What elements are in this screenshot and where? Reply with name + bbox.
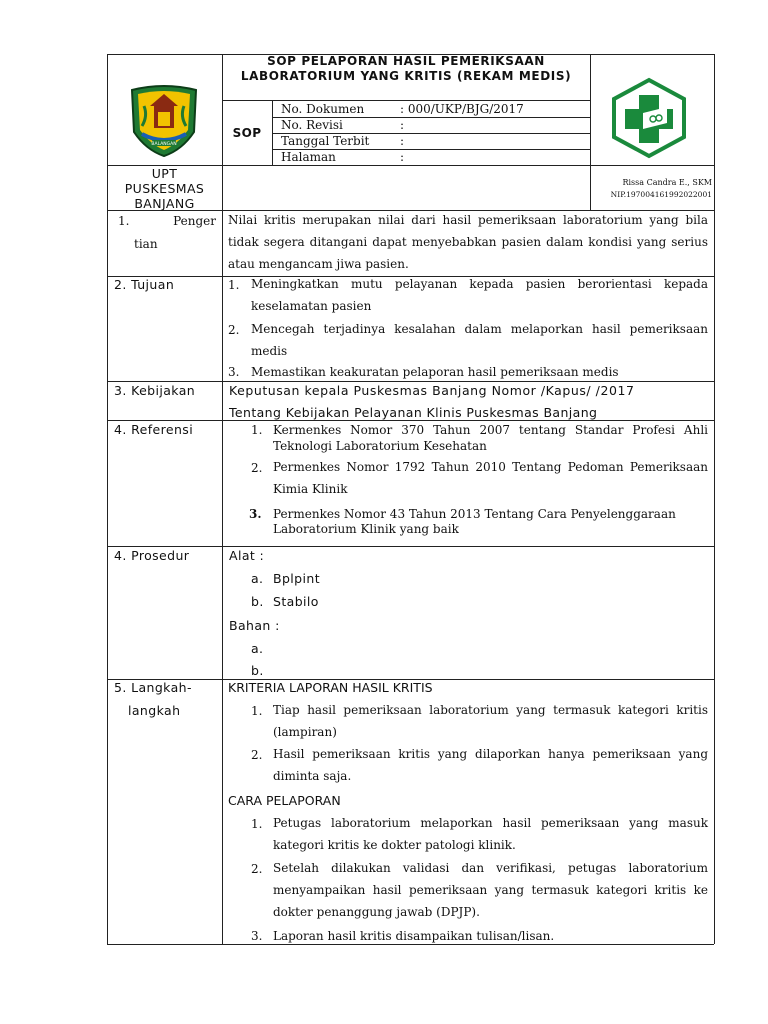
regency-emblem-icon (124, 80, 204, 160)
field-label: No. Dokumen (281, 102, 365, 116)
kriteria-heading: KRITERIA LAPORAN HASIL KRITIS (228, 680, 433, 695)
cara-heading: CARA PELAPORAN (228, 793, 341, 808)
puskesmas-logo-icon (609, 77, 689, 159)
alat-heading: Alat : (229, 548, 265, 563)
section-label: 5. Langkah- (114, 680, 192, 695)
section-label: langkah (128, 703, 181, 718)
left-logo (124, 80, 204, 160)
field-value: : 000/UKP/BJG/2017 (400, 102, 524, 116)
field-label: No. Revisi (281, 118, 343, 132)
field-value: : (400, 150, 405, 164)
section-label: 2. Tujuan (114, 277, 175, 292)
section-label: 3. Kebijakan (114, 383, 196, 398)
list-item: Bplpint (273, 571, 321, 586)
section-text: Keputusan kepala Puskesmas Banjang Nomor /Kapus/ /2017 (229, 383, 635, 398)
list-item: b. (251, 663, 264, 678)
svg-text:BALANGAN: BALANGAN (151, 142, 177, 147)
list-item: Stabilo (273, 594, 319, 609)
section-label: 1. (118, 214, 130, 228)
signer-name: Rissa Candra E., SKM (622, 178, 712, 187)
list-item: a. (251, 571, 264, 586)
field-label: Halaman (281, 150, 336, 164)
section-label: Penger (173, 214, 216, 228)
field-value: : (400, 134, 405, 148)
document-title: SOP PELAPORAN HASIL PEMERIKSAAN LABORATORIUM YANG KRITIS (REKAM MEDIS) (240, 54, 572, 83)
list-item: a. (251, 641, 264, 656)
sop-label: SOP (232, 126, 262, 140)
sop-document: BALANGAN SOP PELAPORAN HASIL PEMERIKSAAN LABORATORIUM YANG KRITIS (REKAM MEDIS) SOP No. Dokumen : 000/UKP/BJG/2017 No. Revisi : Tanggal Terbit : Halaman : UPT PUSKESMAS BANJANG Rissa Candra E., SKM NIP.197004161992022001 1. Penger tian Nilai kritis merupakan nilai dari hasil pemeriksaan laboratorium yang bila tidak segera ditangani dapat menyebabkan pasien dalam kondisi yang serius atau mengancam jiwa pasien. 2. Tujuan 1. Meningkatkan mutu pelayanan kepada pasien berorientasi kepada keselamatan pasien 2. Mencegah terjadinya kesalahan dalam melaporkan hasil pemeriksaan medis 3. Memastikan keakuratan pelaporan hasil pemeriksaan medis 3. Kebijakan Keputusan kepala Puskesmas Banjang Nomor /Kapus/ /2017 Tentang Kebijakan Pelayanan Klinis Puskesmas Banjang 4. Referensi 1. Kermenkes Nomor 370 Tahun 2007 tentang Standar Profesi Ahli Teknologi Laboratorium Kesehatan 2. Permenkes Nomor 1792 Tahun 2010 Tentang Pedoman Pemeriksaan Kimia Klinik 3. Permenkes Nomor 43 Tahun 2013 Tentang Cara Penyelenggaraan Laboratorium Klinik yang baik 4. Prosedur Alat : a. Bplpint b. Stabilo Bahan : a. b. 5. Langkah- langkah KRITERIA LAPORAN HASIL KRITIS 1. Tiap hasil pemeriksaan laboratorium yang termasuk kategori kritis (lampiran) 2. Hasil pemeriksaan kritis yang dilaporkan hanya pemeriksaan yang diminta saja. CARA PELAPORAN 1. Petugas laboratorium melaporkan hasil pemeriksaan yang masuk kategori kritis ke dokter patologi klinik. 2. Setelah dilakukan validasi dan verifikasi, petugas laboratorium menyampaikan hasil pemeriksaan yang termasuk kategori kritis ke dokter penanggung jawab (DPJP). 3. Laporan hasil kritis disampaikan tulisan/lisan. (0, 0, 768, 1024)
bahan-heading: Bahan : (229, 618, 280, 633)
section-label: 4. Prosedur (114, 548, 190, 563)
section-label: tian (134, 237, 158, 251)
section-text: Tentang Kebijakan Pelayanan Klinis Puskesmas Banjang (229, 405, 598, 420)
section-text: Nilai kritis merupakan nilai dari hasil pemeriksaan laboratorium yang bila tidak segera ditangani dapat menyebabkan pasien dalam kondisi yang serius atau mengancam jiwa pasien. (228, 213, 708, 271)
section-label: 4. Referensi (114, 422, 194, 437)
field-value: : (400, 118, 405, 132)
right-logo (609, 77, 689, 159)
field-label: Tanggal Terbit (281, 134, 370, 148)
list-item: b. (251, 594, 264, 609)
signer-nip: NIP.197004161992022001 (610, 190, 712, 199)
